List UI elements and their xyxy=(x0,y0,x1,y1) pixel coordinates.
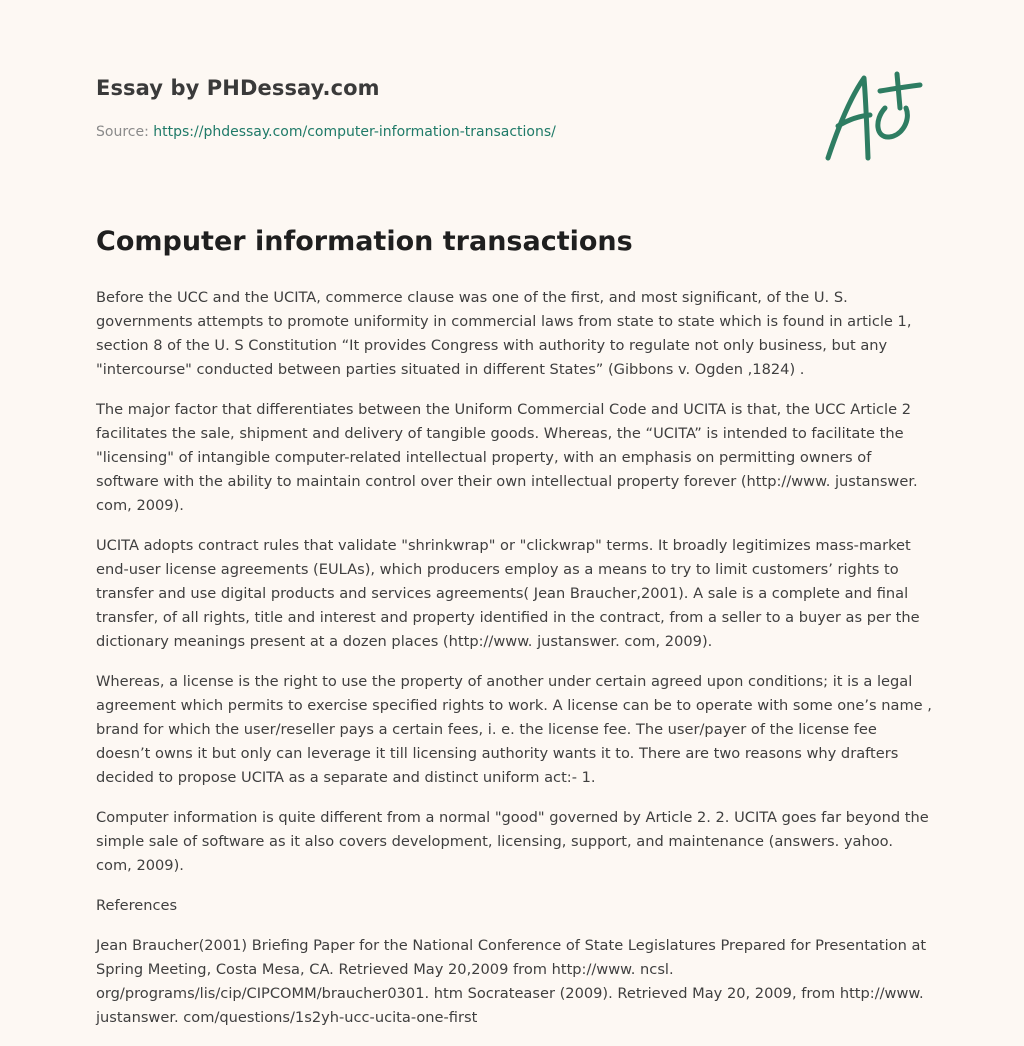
paragraph-shrinkwrap: UCITA adopts contract rules that validate "shrinkwrap" or "clickwrap" terms. It broadly legitimizes mass-market end-user license agreements (EULAs), which producers employ as a means to try to limit customers’ rights to transfer and use digital products and services agreements( Jean Braucher,2001). A sale is a complete and final transfer, of all rights, title and interest and property identified in the contract, from a seller to a buyer as per the dictionary meanings present at a dozen places (http://www. justanswer. com, 2009). xyxy=(96,537,920,650)
paragraph-ucc-ucita: The major factor that differentiates between the Uniform Commercial Code and UCITA is that, the UCC Article 2 facilitates the sale, shipment and delivery of tangible goods. Whereas, the “UCITA” is intended to facilitate the "licensing" of intangible computer-related intellectual property, with an emphasis on permitting owners of software with the ability to maintain control over their own intellectual property forever (http://www. justanswer. com, 2009). xyxy=(96,401,918,514)
paragraph-intro: Before the UCC and the UCITA, commerce clause was one of the first, and most significant, of the U. S. governments attempts to promote uniformity in commercial laws from state to state which is found in article 1, section 8 of the U. S Constitution “It provides Congress with authority to regulate not only business, but any "intercourse" conducted between parties situated in different States” (Gibbons v. Ogden ,1824) . xyxy=(96,289,912,378)
source-label: Source: xyxy=(96,124,154,140)
references-heading: References xyxy=(96,897,178,914)
paragraph-license: Whereas, a license is the right to use the property of another under certain agreed upon conditions; it is a legal agreement which permits to exercise specified rights to work. A license can be to operate with some one’s name , brand for which the user/reseller pays a certain fees, i. e. the license fee. The user/payer of the license fee doesn’t owns it but only can leverage it till licensing authority wants it to. There are two reasons why drafters decided to propose UCITA as a separate and distinct uniform act:- 1. xyxy=(96,673,932,786)
source-line xyxy=(96,124,556,140)
reference-entry: Jean Braucher(2001) Briefing Paper for the National Conference of State Legislatures Prepared for Presentation at Spring Meeting, Costa Mesa, CA. Retrieved May 20,2009 from http://www. ncsl. org/programs/lis/cip/CIPCOMM/braucher0301. htm Socrateaser (2009). Retrieved May 20, 2009, from http://www. justanswer. com/questions/1s2yh-ucc-ucita-one-first xyxy=(96,937,927,1026)
site-title: Essay by PHDessay.com xyxy=(96,76,380,100)
essay-title: Computer information transactions xyxy=(96,226,633,257)
essay-content xyxy=(96,286,932,1046)
a-plus-logo-icon xyxy=(818,68,930,168)
source-link[interactable]: https://phdessay.com/computer-information-transactions/ xyxy=(153,124,556,140)
paragraph-computer-information: Computer information is quite different from a normal "good" governed by Article 2. 2. UCITA goes far beyond the simple sale of software as it also covers development, licensing, support, and maintenance (answers. yahoo. com, 2009). xyxy=(96,809,929,874)
